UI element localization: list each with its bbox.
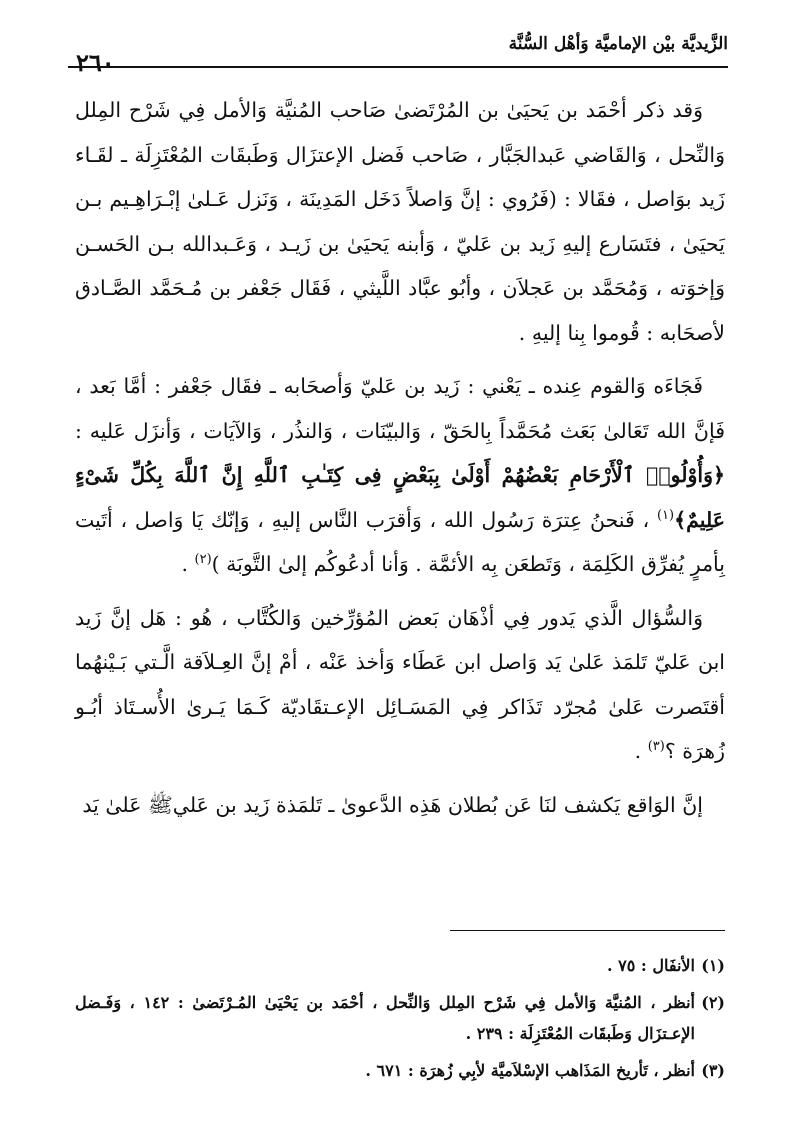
footnote-1 [75, 950, 725, 981]
footnotes [75, 950, 725, 1092]
footnote-3-text: أنظر ، تَأريخ المَذَاهب الإسْلاَميَّة لأبِي زُهرَة : ٦٧١ . [365, 1061, 695, 1080]
footnote-2 [75, 987, 725, 1049]
header-title: الزَّيديَّة بيْن الإماميَّة وَأهْل السُّنَّة [508, 34, 728, 54]
paragraph-2-text-before: فَجَاءَه وَالقوم عِنده ـ يَعْني : زَيد بن عَليّ وَأصحَابه ـ فقَال جَعْفر : أمَّا بَعد ، فَإنَّ الله تَعَالىٰ بَعَث مُحَمَّداً بِالحَقّ ، وَالبيّنَات ، وَالنذُر ، وَالآيَات ، وَأنزَل عَليه : [75, 374, 725, 443]
footnote-ref-2[interactable]: (٢) [194, 552, 212, 568]
footnote-2-text: أنظر ، المُنيَّة وَالأمل فِي شَرْح المِلل وَالنِّحل ، أحْمَد بن يَحْيَىٰ المُـرْتَضىٰ : ١٤٢ ، وَفَـضل الإعـتزَال وَطَبقَات المُعْتَزِلَة : ٢٣٩ . [75, 993, 695, 1043]
footnote-1-number: (١) [701, 956, 725, 975]
paragraph-1-text: وَقد ذكر أحْمَد بن يَحيَىٰ بن المُرْتَضىٰ صَاحب المُنيَّة وَالأمل فِي شَرْح المِلل وَالنِّحل ، وَالقَاضي عَبدالجَبَّار ، صَاحب فَضل الإعتزَال وَطَبقَات المُعْتَزِلَة ـ لقَـاء زَيد بوَاصل ، فقَالا : (فَرُوي : إنَّ وَاصلاً دَخَل المَدِينَة ، وَنَزل عَـلىٰ إبْـرَاهِـيم بـن يَحيَىٰ ، فتَسَارع إليهِ زَيد بن عَليّ ، وَأبنه يَحيَىٰ بن زَيـد ، وَعَـبدالله بـن الحَسـن وَإخوَته ، وَمُحَمَّد بن عَجلاَن ، وأبُو عبَّاد اللَّيثي ، فَقَال جَعْفر بن مُـحَمَّد الصَّـادق لأصحَابه : قُوموا بِنا إليهِ . [75, 98, 725, 345]
footnote-2-number: (٢) [701, 993, 725, 1012]
main-text [75, 88, 725, 836]
paragraph-3-text: وَالسُّؤال الَّذي يَدور فِي أذْهَان بَعض المُؤرِّخين وَالكُتَّاب ، هُو : هَل إنَّ زَيد ابن عَليّ تَلمَذ عَلىٰ يَد وَاصل ابن عَطَاء وَأخذ عَنْه ، أمْ إنَّ العِـلاَقة الَّـتي بَـيْنهُما أقتَصرت عَلىٰ مُجرّد تَذَاكر فِي المَسَـائِل الإعـتقَاديّة كَـمَا يَـرىٰ الأُسـتَاذ أبُـو زُهرَة ؟ [75, 605, 725, 763]
paragraph-3 [75, 596, 725, 774]
paragraph-2-text-after: ، فَنحنُ عِترَة رَسُول الله ، وَأقرَب النَّاس إليهِ ، وَإنّك يَا وَاصل ، أتَيت بِأمرٍ يُفرِّق الكَلِمَة ، وَتَطعَن بِه الأئمَّة . وَأنا أدعُوكُم إلىٰ التَّوبَة ) [75, 507, 725, 576]
running-header [68, 30, 728, 77]
footnote-ref-1[interactable]: (١) [656, 507, 675, 523]
paragraph-4-text: إنَّ الوَاقع يَكشف لنَا عَن بُطلان هَذِه الدَّعوىٰ ـ تَلمَذة زَيد بن عَليﷺ عَلىٰ يَد [82, 792, 703, 817]
paragraph-2-end: . [181, 552, 188, 576]
quran-verse: ﴿وَأُوْلُوا۟ ٱلْأَرْحَامِ بَعْضُهُمْ أَوْلَىٰ بِبَعْضٍ فِى كِتَـٰبِ ٱللَّهِ إِنَّ ٱللَّهَ بِكُلِّ شَىْءٍ عَلِيمٌ﴾ [75, 463, 725, 532]
footnote-1-text: الأنفَال : ٧٥ . [607, 956, 695, 975]
page-number: ٢٦٠ [76, 48, 115, 77]
paragraph-1 [75, 88, 725, 355]
paragraph-4 [75, 783, 725, 828]
footnote-3-number: (٣) [701, 1061, 725, 1080]
paragraph-3-end: . [634, 739, 642, 763]
footnote-ref-3[interactable]: (٣) [647, 739, 665, 755]
footnote-separator [450, 930, 725, 931]
header-rule [68, 66, 728, 68]
paragraph-2 [75, 364, 725, 587]
footnote-3 [75, 1055, 725, 1086]
